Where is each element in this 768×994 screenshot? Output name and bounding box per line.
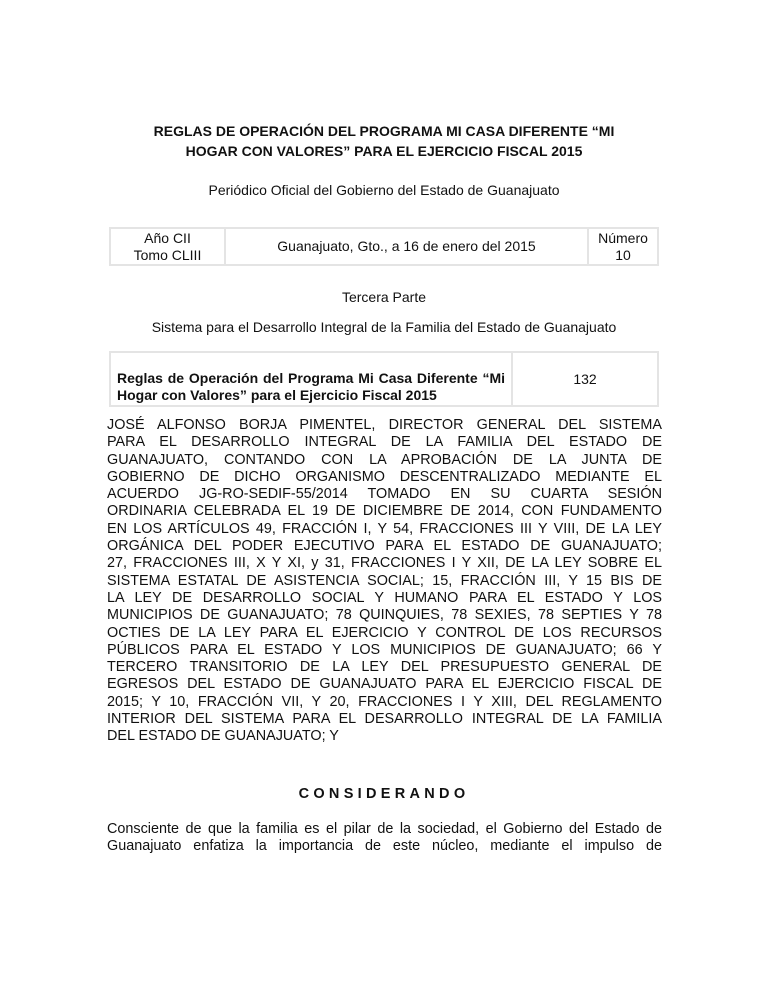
text-line: ACUERDO JG-RO-SEDIF-55/2014 TOMADO EN SU CUARTA SESIÓN — [107, 486, 662, 503]
text-line: MUNICIPIOS DE GUANAJUATO; 78 QUINQUIES, 78 SEXIES, 78 SEPTIES Y 78 — [107, 607, 662, 624]
text-line: Consciente de que la familia es el pilar de la sociedad, el Gobierno del Estado de — [107, 821, 662, 837]
text-line: SISTEMA ESTATAL DE ASISTENCIA SOCIAL; 15, FRACCIÓN III, Y 15 BIS DE — [107, 572, 662, 589]
tome: Tomo CLIII — [133, 246, 202, 263]
document-title — [100, 121, 668, 161]
place-date: Guanajuato, Gto., a 16 de enero del 2015 — [225, 228, 588, 265]
number-label: Número — [598, 229, 648, 246]
text-line: 27, FRACCIONES III, X Y XI, y 31, FRACCIONES I Y XII, DE LA LEY SOBRE EL — [107, 555, 662, 572]
text-line: GOBIERNO DE DICHO ORGANISMO DESCENTRALIZADO MEDIANTE EL — [107, 468, 662, 485]
text-line: PARA EL DESARROLLO INTEGRAL DE LA FAMILIA DEL ESTADO DE — [107, 434, 662, 451]
text-line: GUANAJUATO, CONTANDO CON LA APROBACIÓN DE LA JUNTA DE — [107, 451, 662, 468]
preamble-text — [107, 417, 662, 746]
institution-name: Sistema para el Desarrollo Integral de la Familia del Estado de Guanajuato — [151, 319, 617, 335]
index-table — [109, 351, 659, 407]
considerando-heading: CONSIDERANDO — [298, 786, 470, 802]
text-line: INTERIOR DEL SISTEMA PARA EL DESARROLLO INTEGRAL DE LA FAMILIA — [107, 711, 662, 728]
considerando-paragraph — [107, 821, 662, 856]
text-line: 2015; Y 10, FRACCIÓN VII, Y 20, FRACCIONES I Y XIII, DEL REGLAMENTO — [107, 693, 662, 710]
text-line: PÚBLICOS PARA EL ESTADO Y LOS MUNICIPIOS DE GUANAJUATO; 66 Y — [107, 641, 662, 658]
index-title-line: Reglas de Operación del Programa Mi Casa Diferente “Mi — [117, 370, 505, 386]
title-line: HOGAR CON VALORES” PARA EL EJERCICIO FISCAL 2015 — [185, 143, 583, 159]
number-value: 10 — [615, 246, 631, 263]
index-title-cell — [110, 352, 512, 406]
index-title-line: Hogar con Valores” para el Ejercicio Fiscal 2015 — [117, 387, 437, 403]
text-line: LA LEY DE DESARROLLO SOCIAL Y HUMANO PARA EL ESTADO Y LOS — [107, 589, 662, 606]
text-line: ORDINARIA CELEBRADA EL 19 DE DICIEMBRE DE 2014, CON FUNDAMENTO — [107, 503, 662, 520]
title-line: REGLAS DE OPERACIÓN DEL PROGRAMA MI CASA DIFERENTE “MI — [153, 123, 615, 139]
part-label: Tercera Parte — [341, 289, 427, 305]
text-line: DEL ESTADO DE GUANAJUATO; Y — [107, 728, 339, 745]
publication-name: Periódico Oficial del Gobierno del Estado de Guanajuato — [208, 182, 560, 198]
header-table — [109, 227, 659, 266]
text-line: EGRESOS DEL ESTADO DE GUANAJUATO PARA EL EJERCICIO FISCAL DE — [107, 676, 662, 693]
year: Año CII — [144, 229, 191, 246]
text-line: EN LOS ARTÍCULOS 49, FRACCIÓN I, Y 54, FRACCIONES III Y VIII, DE LA LEY — [107, 520, 662, 537]
text-line: Guanajuato enfatiza la importancia de este núcleo, mediante el impulso de — [107, 838, 662, 855]
volume-cell — [110, 228, 225, 265]
index-page: 132 — [512, 352, 658, 406]
text-line: JOSÉ ALFONSO BORJA PIMENTEL, DIRECTOR GENERAL DEL SISTEMA — [107, 417, 662, 433]
text-line: OCTIES DE LA LEY PARA EL EJERCICIO Y CONTROL DE LOS RECURSOS — [107, 624, 662, 641]
text-line: ORGÁNICA DEL PODER EJECUTIVO PARA EL ESTADO DE GUANAJUATO; — [107, 538, 662, 555]
number-cell — [588, 228, 658, 265]
text-line: TERCERO TRANSITORIO DE LA LEY DEL PRESUPUESTO GENERAL DE — [107, 659, 662, 676]
